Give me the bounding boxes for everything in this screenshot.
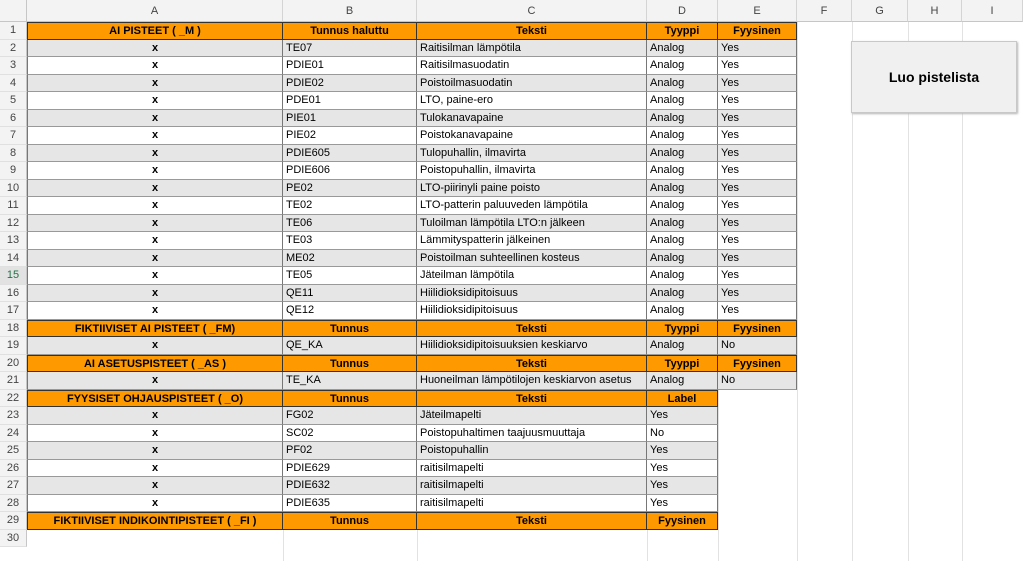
row-header-29[interactable]: 29 [0,512,27,530]
row-header-26[interactable]: 26 [0,460,27,478]
select-all-corner[interactable] [0,0,27,22]
cell-d15[interactable]: Analog [647,267,718,285]
cell-a8[interactable]: x [27,145,283,163]
cell-c21[interactable]: Huoneilman lämpötilojen keskiarvon asetus [417,372,647,390]
cell-c11[interactable]: LTO-patterin paluuveden lämpötila [417,197,647,215]
cell-a7[interactable]: x [27,127,283,145]
cell-c1[interactable]: Teksti [417,22,647,40]
cell-e8[interactable]: Yes [718,145,797,163]
cell-b10[interactable]: PE02 [283,180,417,198]
row-header-16[interactable]: 16 [0,285,27,303]
row-header-24[interactable]: 24 [0,425,27,443]
cell-d24[interactable]: No [647,425,718,443]
row-header-10[interactable]: 10 [0,180,27,198]
cell-b12[interactable]: TE06 [283,215,417,233]
cell-d20[interactable]: Tyyppi [647,355,718,373]
cell-d10[interactable]: Analog [647,180,718,198]
cell-a4[interactable]: x [27,75,283,93]
cell-a3[interactable]: x [27,57,283,75]
cell-b8[interactable]: PDIE605 [283,145,417,163]
cell-b9[interactable]: PDIE606 [283,162,417,180]
cell-c29[interactable]: Teksti [417,512,647,530]
cell-b2[interactable]: TE07 [283,40,417,58]
cell-e2[interactable]: Yes [718,40,797,58]
cell-c4[interactable]: Poistoilmasuodatin [417,75,647,93]
cell-e19[interactable]: No [718,337,797,355]
cell-d8[interactable]: Analog [647,145,718,163]
cell-d6[interactable]: Analog [647,110,718,128]
cell-a17[interactable]: x [27,302,283,320]
cell-a11[interactable]: x [27,197,283,215]
cell-e4[interactable]: Yes [718,75,797,93]
cell-a26[interactable]: x [27,460,283,478]
cell-d14[interactable]: Analog [647,250,718,268]
cell-d25[interactable]: Yes [647,442,718,460]
row-header-1[interactable]: 1 [0,22,27,40]
cell-a19[interactable]: x [27,337,283,355]
row-header-20[interactable]: 20 [0,355,27,373]
cell-a12[interactable]: x [27,215,283,233]
cell-a5[interactable]: x [27,92,283,110]
cell-c12[interactable]: Tuloilman lämpötila LTO:n jälkeen [417,215,647,233]
cell-a2[interactable]: x [27,40,283,58]
cell-a21[interactable]: x [27,372,283,390]
row-header-8[interactable]: 8 [0,145,27,163]
cell-e7[interactable]: Yes [718,127,797,145]
cell-a13[interactable]: x [27,232,283,250]
cell-c17[interactable]: Hiilidioksidipitoisuus [417,302,647,320]
cell-b14[interactable]: ME02 [283,250,417,268]
row-header-23[interactable]: 23 [0,407,27,425]
cell-b3[interactable]: PDIE01 [283,57,417,75]
cell-c23[interactable]: Jäteilmapelti [417,407,647,425]
cell-a15[interactable]: x [27,267,283,285]
cell-c18[interactable]: Teksti [417,320,647,338]
cell-d23[interactable]: Yes [647,407,718,425]
cell-e3[interactable]: Yes [718,57,797,75]
cell-d11[interactable]: Analog [647,197,718,215]
cell-a16[interactable]: x [27,285,283,303]
row-header-6[interactable]: 6 [0,110,27,128]
cell-d2[interactable]: Analog [647,40,718,58]
cell-e10[interactable]: Yes [718,180,797,198]
cell-c24[interactable]: Poistopuhaltimen taajuusmuuttaja [417,425,647,443]
row-header-12[interactable]: 12 [0,215,27,233]
cell-c28[interactable]: raitisilmapelti [417,495,647,513]
cell-b15[interactable]: TE05 [283,267,417,285]
cell-d9[interactable]: Analog [647,162,718,180]
row-header-7[interactable]: 7 [0,127,27,145]
cell-d27[interactable]: Yes [647,477,718,495]
row-header-25[interactable]: 25 [0,442,27,460]
row-header-27[interactable]: 27 [0,477,27,495]
cell-c27[interactable]: raitisilmapelti [417,477,647,495]
cell-c6[interactable]: Tulokanavapaine [417,110,647,128]
cell-b5[interactable]: PDE01 [283,92,417,110]
row-header-13[interactable]: 13 [0,232,27,250]
row-header-11[interactable]: 11 [0,197,27,215]
cell-c8[interactable]: Tulopuhallin, ilmavirta [417,145,647,163]
row-header-15[interactable]: 15 [0,267,27,285]
cell-d26[interactable]: Yes [647,460,718,478]
cell-e14[interactable]: Yes [718,250,797,268]
cell-b11[interactable]: TE02 [283,197,417,215]
cell-b27[interactable]: PDIE632 [283,477,417,495]
cell-e17[interactable]: Yes [718,302,797,320]
cell-c20[interactable]: Teksti [417,355,647,373]
cell-c25[interactable]: Poistopuhallin [417,442,647,460]
row-header-14[interactable]: 14 [0,250,27,268]
luo-pistelista-button[interactable]: Luo pistelista [851,41,1017,113]
row-header-2[interactable]: 2 [0,40,27,58]
cell-a24[interactable]: x [27,425,283,443]
cell-a23[interactable]: x [27,407,283,425]
cell-b6[interactable]: PIE01 [283,110,417,128]
cell-e18[interactable]: Fyysinen [718,320,797,338]
cell-a14[interactable]: x [27,250,283,268]
cell-a28[interactable]: x [27,495,283,513]
column-header-d[interactable]: D [647,0,718,22]
cell-b29[interactable]: Tunnus [283,512,417,530]
cell-a18[interactable]: FIKTIIVISET AI PISTEET ( _FM) [27,320,283,338]
cell-b20[interactable]: Tunnus [283,355,417,373]
cell-b13[interactable]: TE03 [283,232,417,250]
row-header-5[interactable]: 5 [0,92,27,110]
row-header-21[interactable]: 21 [0,372,27,390]
cell-e21[interactable]: No [718,372,797,390]
column-header-h[interactable]: H [908,0,962,22]
cell-b1[interactable]: Tunnus haluttu [283,22,417,40]
cell-a6[interactable]: x [27,110,283,128]
column-header-e[interactable]: E [718,0,797,22]
cell-d29[interactable]: Fyysinen [647,512,718,530]
cell-d16[interactable]: Analog [647,285,718,303]
cell-c19[interactable]: Hiilidioksidipitoisuuksien keskiarvo [417,337,647,355]
cell-a29[interactable]: FIKTIIVISET INDIKOINTIPISTEET ( _FI ) [27,512,283,530]
cell-b25[interactable]: PF02 [283,442,417,460]
cell-c13[interactable]: Lämmityspatterin jälkeinen [417,232,647,250]
cell-a20[interactable]: AI ASETUSPISTEET ( _AS ) [27,355,283,373]
cell-e13[interactable]: Yes [718,232,797,250]
cell-d1[interactable]: Tyyppi [647,22,718,40]
cell-d3[interactable]: Analog [647,57,718,75]
cell-d7[interactable]: Analog [647,127,718,145]
cell-e9[interactable]: Yes [718,162,797,180]
column-header-b[interactable]: B [283,0,417,22]
cell-c7[interactable]: Poistokanavapaine [417,127,647,145]
row-header-3[interactable]: 3 [0,57,27,75]
cell-b28[interactable]: PDIE635 [283,495,417,513]
cell-c16[interactable]: Hiilidioksidipitoisuus [417,285,647,303]
cell-b26[interactable]: PDIE629 [283,460,417,478]
cell-c9[interactable]: Poistopuhallin, ilmavirta [417,162,647,180]
cell-d17[interactable]: Analog [647,302,718,320]
cell-d22[interactable]: Label [647,390,718,408]
cell-a1[interactable]: AI PISTEET ( _M ) [27,22,283,40]
column-header-f[interactable]: F [797,0,852,22]
cell-d18[interactable]: Tyyppi [647,320,718,338]
row-header-18[interactable]: 18 [0,320,27,338]
cell-c2[interactable]: Raitisilman lämpötila [417,40,647,58]
column-header-i[interactable]: I [962,0,1023,22]
cell-c15[interactable]: Jäteilman lämpötila [417,267,647,285]
cell-e1[interactable]: Fyysinen [718,22,797,40]
cell-d28[interactable]: Yes [647,495,718,513]
cell-b23[interactable]: FG02 [283,407,417,425]
cell-d13[interactable]: Analog [647,232,718,250]
gridline [797,22,798,561]
column-header-g[interactable]: G [852,0,908,22]
cell-a10[interactable]: x [27,180,283,198]
cell-d4[interactable]: Analog [647,75,718,93]
row-header-28[interactable]: 28 [0,495,27,513]
cell-c26[interactable]: raitisilmapelti [417,460,647,478]
cell-c5[interactable]: LTO, paine-ero [417,92,647,110]
cell-b21[interactable]: TE_KA [283,372,417,390]
cell-b19[interactable]: QE_KA [283,337,417,355]
cell-b4[interactable]: PDIE02 [283,75,417,93]
cell-c14[interactable]: Poistoilman suhteellinen kosteus [417,250,647,268]
cell-a25[interactable]: x [27,442,283,460]
cell-d19[interactable]: Analog [647,337,718,355]
cell-d12[interactable]: Analog [647,215,718,233]
cell-d5[interactable]: Analog [647,92,718,110]
cell-b18[interactable]: Tunnus [283,320,417,338]
cell-e16[interactable]: Yes [718,285,797,303]
cell-e15[interactable]: Yes [718,267,797,285]
cell-a22[interactable]: FYYSISET OHJAUSPISTEET ( _O) [27,390,283,408]
cell-c10[interactable]: LTO-piirinyli paine poisto [417,180,647,198]
row-header-4[interactable]: 4 [0,75,27,93]
cell-d21[interactable]: Analog [647,372,718,390]
cell-b7[interactable]: PIE02 [283,127,417,145]
cell-a9[interactable]: x [27,162,283,180]
cell-e12[interactable]: Yes [718,215,797,233]
cell-b17[interactable]: QE12 [283,302,417,320]
row-header-17[interactable]: 17 [0,302,27,320]
cell-c3[interactable]: Raitisilmasuodatin [417,57,647,75]
row-header-22[interactable]: 22 [0,390,27,408]
column-header-c[interactable]: C [417,0,647,22]
row-header-9[interactable]: 9 [0,162,27,180]
cell-c22[interactable]: Teksti [417,390,647,408]
cell-e20[interactable]: Fyysinen [718,355,797,373]
cell-b24[interactable]: SC02 [283,425,417,443]
row-header-19[interactable]: 19 [0,337,27,355]
cell-e6[interactable]: Yes [718,110,797,128]
row-header-30[interactable]: 30 [0,530,27,548]
cell-e11[interactable]: Yes [718,197,797,215]
cell-b16[interactable]: QE11 [283,285,417,303]
cell-b22[interactable]: Tunnus [283,390,417,408]
cell-a27[interactable]: x [27,477,283,495]
cell-e5[interactable]: Yes [718,92,797,110]
column-header-a[interactable]: A [27,0,283,22]
